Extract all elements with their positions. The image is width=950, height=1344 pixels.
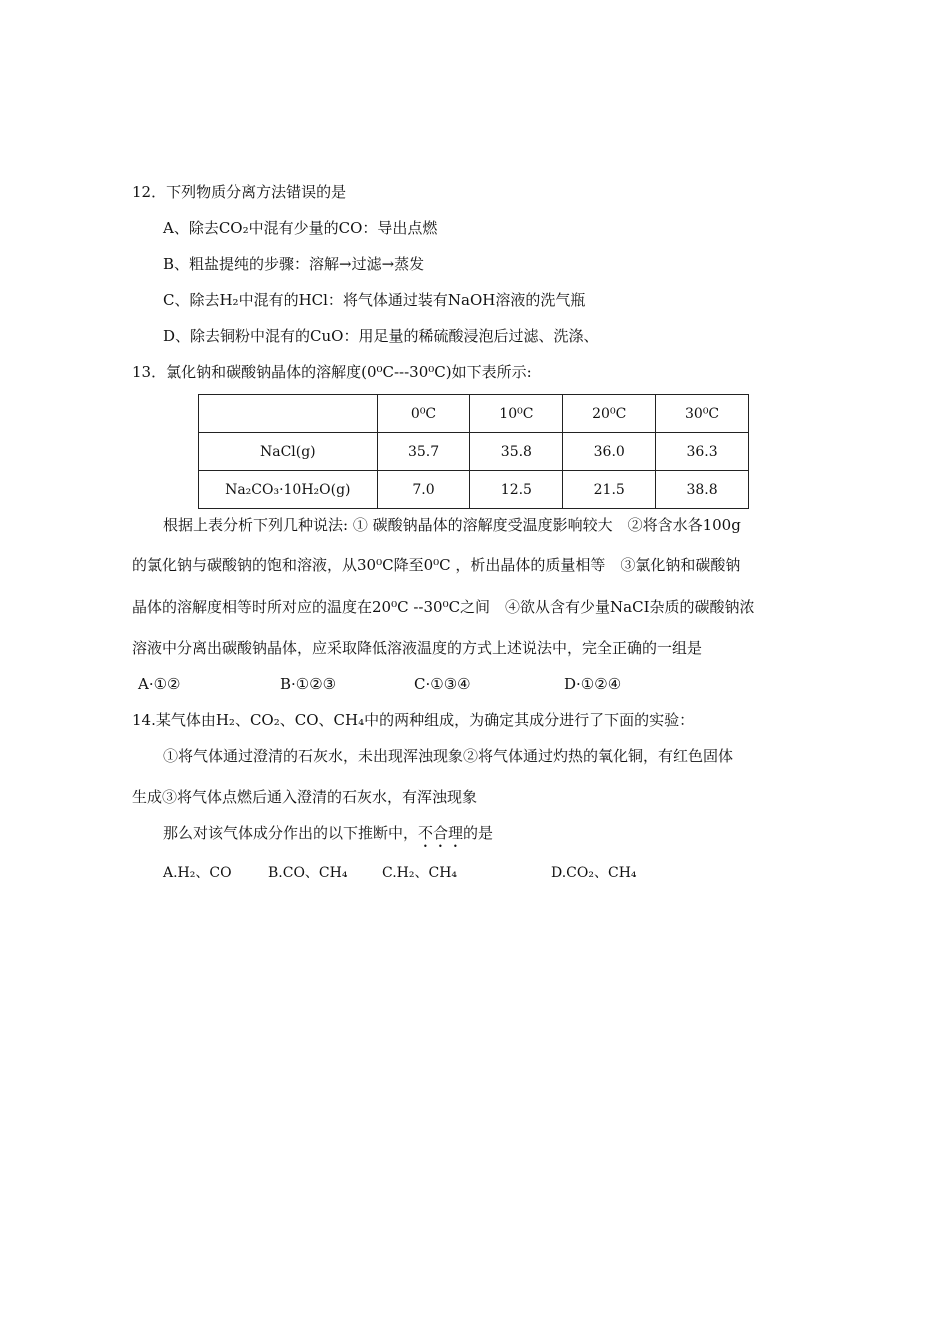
table-header-cell — [199, 395, 378, 433]
q14-experiment-line-1: ①将气体通过澄清的石灰水，未出现浑浊现象②将气体通过灼热的氧化铜，有红色固体 — [163, 747, 734, 765]
q13-analysis-line-4: 溶液中分离出碳酸钠晶体，应采取降低溶液温度的方式上述说法中，完全正确的一组是 — [132, 639, 703, 657]
q14-question-emphasis: 不合理 — [418, 824, 464, 842]
q14-experiment-line-2: 生成③将气体点燃后通入澄清的石灰水，有浑浊现象 — [132, 788, 478, 806]
q14-choice-b: B.CO、CH₄ — [268, 865, 348, 881]
q12-option-b: B、粗盐提纯的步骤：溶解→过滤→蒸发 — [163, 255, 425, 273]
row-label-nacl: NaCl(g) — [199, 433, 378, 471]
q12-option-a: A、除去CO₂中混有少量的CO：导出点燃 — [163, 219, 438, 237]
q14-choice-d: D.CO₂、CH₄ — [551, 865, 637, 881]
table-header-cell: 20⁰C — [563, 395, 656, 433]
table-cell: 36.0 — [563, 433, 656, 471]
q14-choice-a: A.H₂、CO — [163, 865, 232, 881]
q13-stem: 13．氯化钠和碳酸钠晶体的溶解度(0⁰C---30⁰C)如下表所示: — [132, 363, 532, 381]
q14-stem: 14.某气体由H₂、CO₂、CO、CH₄中的两种组成，为确定其成分进行了下面的实验： — [132, 711, 695, 729]
table-header-row — [199, 395, 749, 433]
q13-choice-a: A·①② — [138, 675, 181, 693]
table-cell: 38.8 — [656, 471, 749, 509]
q14-question — [163, 823, 493, 851]
q13-analysis-line-1: 根据上表分析下列几种说法: ① 碳酸钠晶体的溶解度受温度影响较大 ②将含水各100g — [163, 516, 741, 534]
q13-analysis-line-2: 的氯化钠与碳酸钠的饱和溶液，从30⁰C降至0⁰C ，析出晶体的质量相等 ③氯化钠和碳酸钠 — [132, 556, 741, 574]
table-row — [199, 471, 749, 509]
q12-stem: 12．下列物质分离方法错误的是 — [132, 183, 347, 201]
solubility-table — [198, 394, 749, 509]
table-cell: 21.5 — [563, 471, 656, 509]
q13-choice-b: B·①②③ — [280, 675, 337, 693]
table-cell: 7.0 — [377, 471, 470, 509]
table-cell: 35.8 — [470, 433, 563, 471]
q14-choice-c: C.H₂、CH₄ — [382, 865, 458, 881]
table-header-cell: 30⁰C — [656, 395, 749, 433]
table-cell: 36.3 — [656, 433, 749, 471]
q12-option-c: C、除去H₂中混有的HCl：将气体通过装有NaOH溶液的洗气瓶 — [163, 291, 586, 309]
q13-choice-c: C·①③④ — [414, 675, 471, 693]
q13-choice-d: D·①②④ — [564, 675, 622, 693]
table-cell: 12.5 — [470, 471, 563, 509]
table-header-cell: 10⁰C — [470, 395, 563, 433]
q14-question-suffix: 的是 — [463, 824, 494, 842]
table-row — [199, 433, 749, 471]
table-header-cell: 0⁰C — [377, 395, 470, 433]
table-cell: 35.7 — [377, 433, 470, 471]
q12-option-d: D、除去铜粉中混有的CuO：用足量的稀硫酸浸泡后过滤、洗涤、 — [163, 327, 599, 345]
row-label-na2co3: Na₂CO₃·10H₂O(g) — [199, 471, 378, 509]
q13-analysis-line-3: 晶体的溶解度相等时所对应的温度在20⁰C --30⁰C之间 ④欲从含有少量NaCI杂质的碳酸钠浓 — [132, 598, 755, 616]
q14-question-prefix: 那么对该气体成分作出的以下推断中， — [163, 824, 419, 842]
